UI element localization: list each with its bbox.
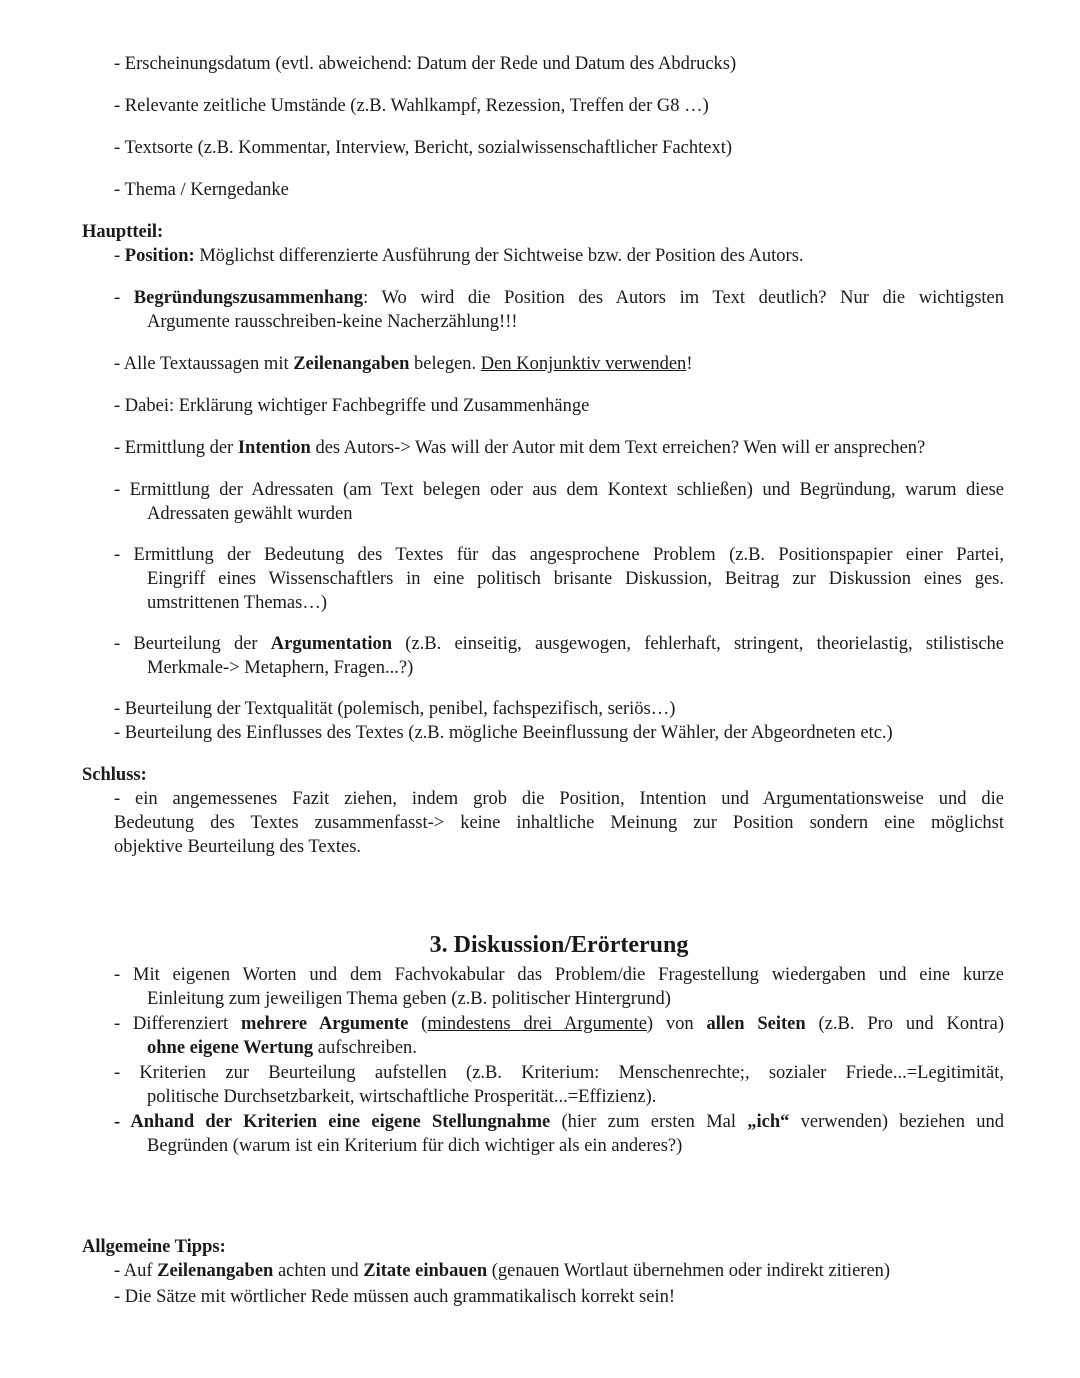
list-item-einfluss: - Beurteilung des Einflusses des Textes (z.B. mögliche Beeinflussung der Wähler, der Abgeordneten etc.) <box>114 723 893 743</box>
list-item-position: - Position: Möglichst differenzierte Ausführung der Sichtweise bzw. der Position des Autors. <box>114 246 804 266</box>
list-item-begruendung: - Begründungszusammenhang: Wo wird die Position des Autors im Text deutlich? Nur die wichtigsten <box>114 288 1004 308</box>
diskussion-item-cont: politische Durchsetzbarkeit, wirtschaftliche Prosperität...=Effizienz). <box>147 1087 657 1107</box>
diskussion-item: - Anhand der Kriterien eine eigene Stellungnahme (hier zum ersten Mal „ich“ verwenden) beziehen und <box>114 1112 1004 1132</box>
list-item-adressaten-cont: Adressaten gewählt wurden <box>147 504 353 524</box>
list-item-argumentation-cont: Merkmale-> Metaphern, Fragen...?) <box>147 658 414 678</box>
list-item-intention: - Ermittlung der Intention des Autors-> Was will der Autor mit dem Text erreichen? Wen will er ansprechen? <box>114 438 926 458</box>
list-item: - Thema / Kerngedanke <box>114 180 289 200</box>
list-item-fachbegriffe: - Dabei: Erklärung wichtiger Fachbegriffe und Zusammenhänge <box>114 396 590 416</box>
list-item-zeilenangaben: - Alle Textaussagen mit Zeilenangaben belegen. Den Konjunktiv verwenden! <box>114 354 693 374</box>
list-item: - Erscheinungsdatum (evtl. abweichend: Datum der Rede und Datum des Abdrucks) <box>114 54 737 74</box>
list-item-argumentation: - Beurteilung der Argumentation (z.B. einseitig, ausgewogen, fehlerhaft, stringent, theorielastig, stilistische <box>114 634 1004 654</box>
section-heading-hauptteil: Hauptteil: <box>82 222 164 242</box>
list-item-adressaten: - Ermittlung der Adressaten (am Text belegen oder aus dem Kontext schließen) und Begründung, warum diese <box>114 480 1004 500</box>
diskussion-item-cont: Begründen (warum ist ein Kriterium für dich wichtiger als ein anderes?) <box>147 1136 683 1156</box>
diskussion-item: - Mit eigenen Worten und dem Fachvokabular das Problem/die Fragestellung wiedergaben und eine kurze <box>114 965 1004 985</box>
list-item-begruendung-cont: Argumente rausschreiben-keine Nacherzählung!!! <box>147 312 518 332</box>
schluss-line: objektive Beurteilung des Textes. <box>114 837 362 857</box>
section-title-diskussion: 3. Diskussion/Erörterung <box>429 932 689 958</box>
list-item-bedeutung-cont: umstrittenen Themas…) <box>147 593 327 613</box>
list-item: - Relevante zeitliche Umstände (z.B. Wahlkampf, Rezession, Treffen der G8 …) <box>114 96 709 116</box>
schluss-line: Bedeutung des Textes zusammenfasst-> keine inhaltliche Meinung zur Position sondern eine möglichst <box>114 813 1004 833</box>
diskussion-item: - Differenziert mehrere Argumente (mindestens drei Argumente) von allen Seiten (z.B. Pro und Kontra) <box>114 1014 1004 1034</box>
list-item-bedeutung-cont: Eingriff eines Wissenschaftlers in eine politisch brisante Diskussion, Beitrag zur Diskussion eines ges. <box>147 569 1004 589</box>
list-item-textqualitaet: - Beurteilung der Textqualität (polemisch, penibel, fachspezifisch, seriös…) <box>114 699 676 719</box>
section-heading-schluss: Schluss: <box>82 765 147 785</box>
tipps-item: - Auf Zeilenangaben achten und Zitate einbauen (genauen Wortlaut übernehmen oder indirekt zitieren) <box>114 1261 891 1281</box>
diskussion-item-cont: ohne eigene Wertung aufschreiben. <box>147 1038 417 1058</box>
list-item-bedeutung: - Ermittlung der Bedeutung des Textes für das angesprochene Problem (z.B. Positionspapier einer Partei, <box>114 545 1004 565</box>
tipps-item: - Die Sätze mit wörtlicher Rede müssen auch grammatikalisch korrekt sein! <box>114 1287 675 1307</box>
schluss-line: - ein angemessenes Fazit ziehen, indem grob die Position, Intention und Argumentationsweise und die <box>114 789 1004 809</box>
section-heading-tipps: Allgemeine Tipps: <box>82 1237 226 1257</box>
diskussion-item-cont: Einleitung zum jeweiligen Thema geben (z.B. politischer Hintergrund) <box>147 989 671 1009</box>
list-item: - Textsorte (z.B. Kommentar, Interview, Bericht, sozialwissenschaftlicher Fachtext) <box>114 138 733 158</box>
diskussion-item: - Kriterien zur Beurteilung aufstellen (z.B. Kriterium: Menschenrechte;, sozialer Friede...=Legitimität, <box>114 1063 1004 1083</box>
